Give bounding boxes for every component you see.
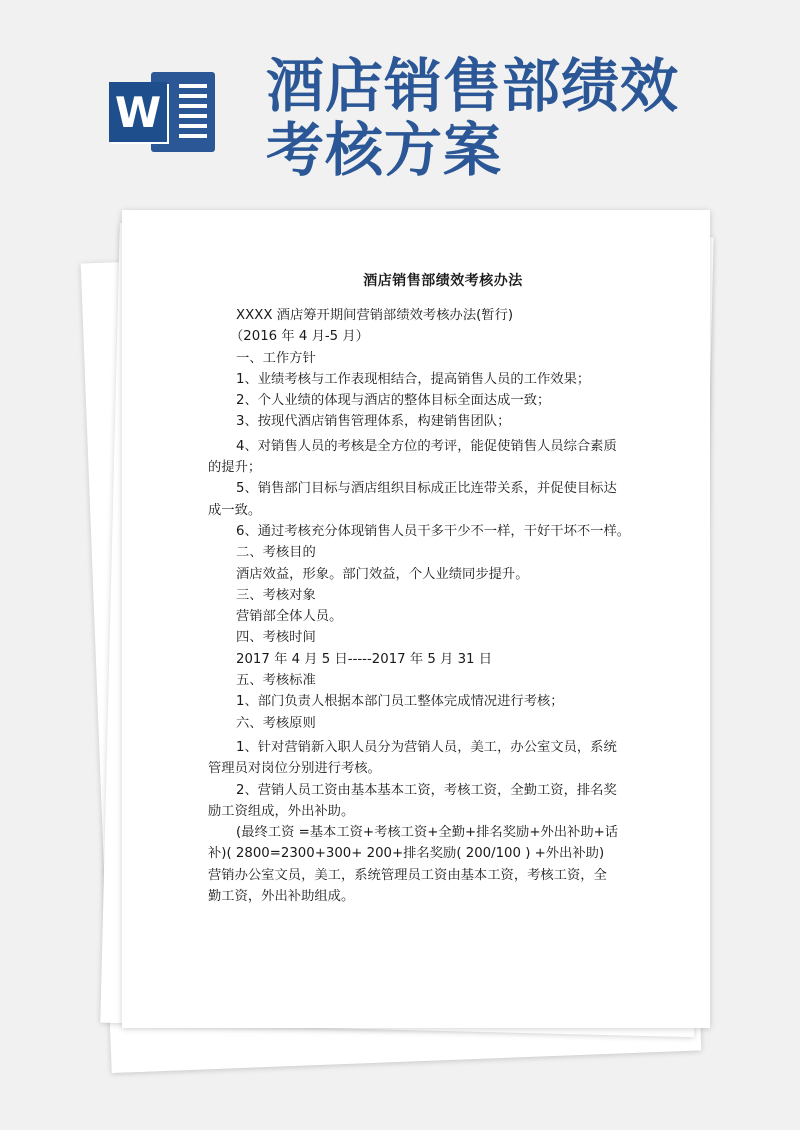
- document-title: 酒店销售部绩效考核办法: [363, 273, 523, 289]
- hero-title: 酒店销售部绩效考核方案: [266, 52, 680, 184]
- doc-line: 二、考核目的: [236, 545, 316, 561]
- doc-line: 酒店效益，形象。部门效益，个人业绩同步提升。: [236, 566, 529, 582]
- doc-line: 营销部全体人员。: [236, 609, 343, 625]
- doc-line: 4、对销售人员的考核是全方位的考评，能促使销售人员综合素质: [236, 438, 617, 454]
- doc-line: 成一致。: [208, 502, 262, 518]
- doc-line: 营销办公室文员，美工，系统管理员工资由基本工资，考核工资，全: [208, 867, 607, 883]
- doc-line: 3、按现代酒店销售管理体系，构建销售团队；: [236, 414, 511, 430]
- doc-line: 2、个人业绩的体现与酒店的整体目标全面达成一致；: [236, 393, 551, 409]
- doc-line: 三、考核对象: [236, 587, 316, 603]
- doc-line: (最终工资 =基本工资+考核工资+全勤+排名奖励+外出补助+话: [236, 825, 619, 841]
- doc-line: 5、销售部门目标与酒店组织目标成正比连带关系，并促使目标达: [236, 481, 617, 497]
- doc-line: 6、通过考核充分体现销售人员干多干少不一样，干好干坏不一样。: [236, 523, 631, 539]
- doc-line: 五、考核标准: [236, 673, 316, 689]
- doc-line: XXXX 酒店筹开期间营销部绩效考核办法(暂行): [236, 308, 514, 323]
- doc-line: 补)( 2800=2300+300+ 200+排名奖励( 200/100 ) +外出补助): [208, 846, 605, 862]
- word-logo-icon: [109, 66, 217, 158]
- doc-line: 1、针对营销新入职人员分为营销人员，美工，办公室文员，系统: [236, 739, 617, 755]
- doc-line: 2、营销人员工资由基本基本工资，考核工资，全勤工资，排名奖: [236, 782, 617, 798]
- doc-line: 一、工作方针: [236, 350, 316, 366]
- doc-line: 四、考核时间: [236, 630, 316, 646]
- doc-line: 1、部门负责人根据本部门员工整体完成情况进行考核；: [236, 694, 564, 710]
- doc-line: 勤工资，外出补助组成。: [208, 889, 355, 905]
- doc-line: 2017 年 4 月 5 日-----2017 年 5 月 31 日: [236, 651, 493, 667]
- doc-line: 管理员对岗位分别进行考核。: [208, 761, 381, 777]
- document-body: [208, 270, 678, 907]
- doc-line: 六、考核原则: [236, 715, 316, 731]
- word-badge: W: [109, 82, 167, 142]
- doc-line: 的提升；: [208, 460, 262, 476]
- document-page: [122, 210, 710, 1028]
- doc-line: 励工资组成，外出补助。: [208, 803, 355, 819]
- doc-line: 1、业绩考核与工作表现相结合，提高销售人员的工作效果；: [236, 371, 591, 387]
- doc-line: （2016 年 4 月-5 月）: [230, 329, 369, 345]
